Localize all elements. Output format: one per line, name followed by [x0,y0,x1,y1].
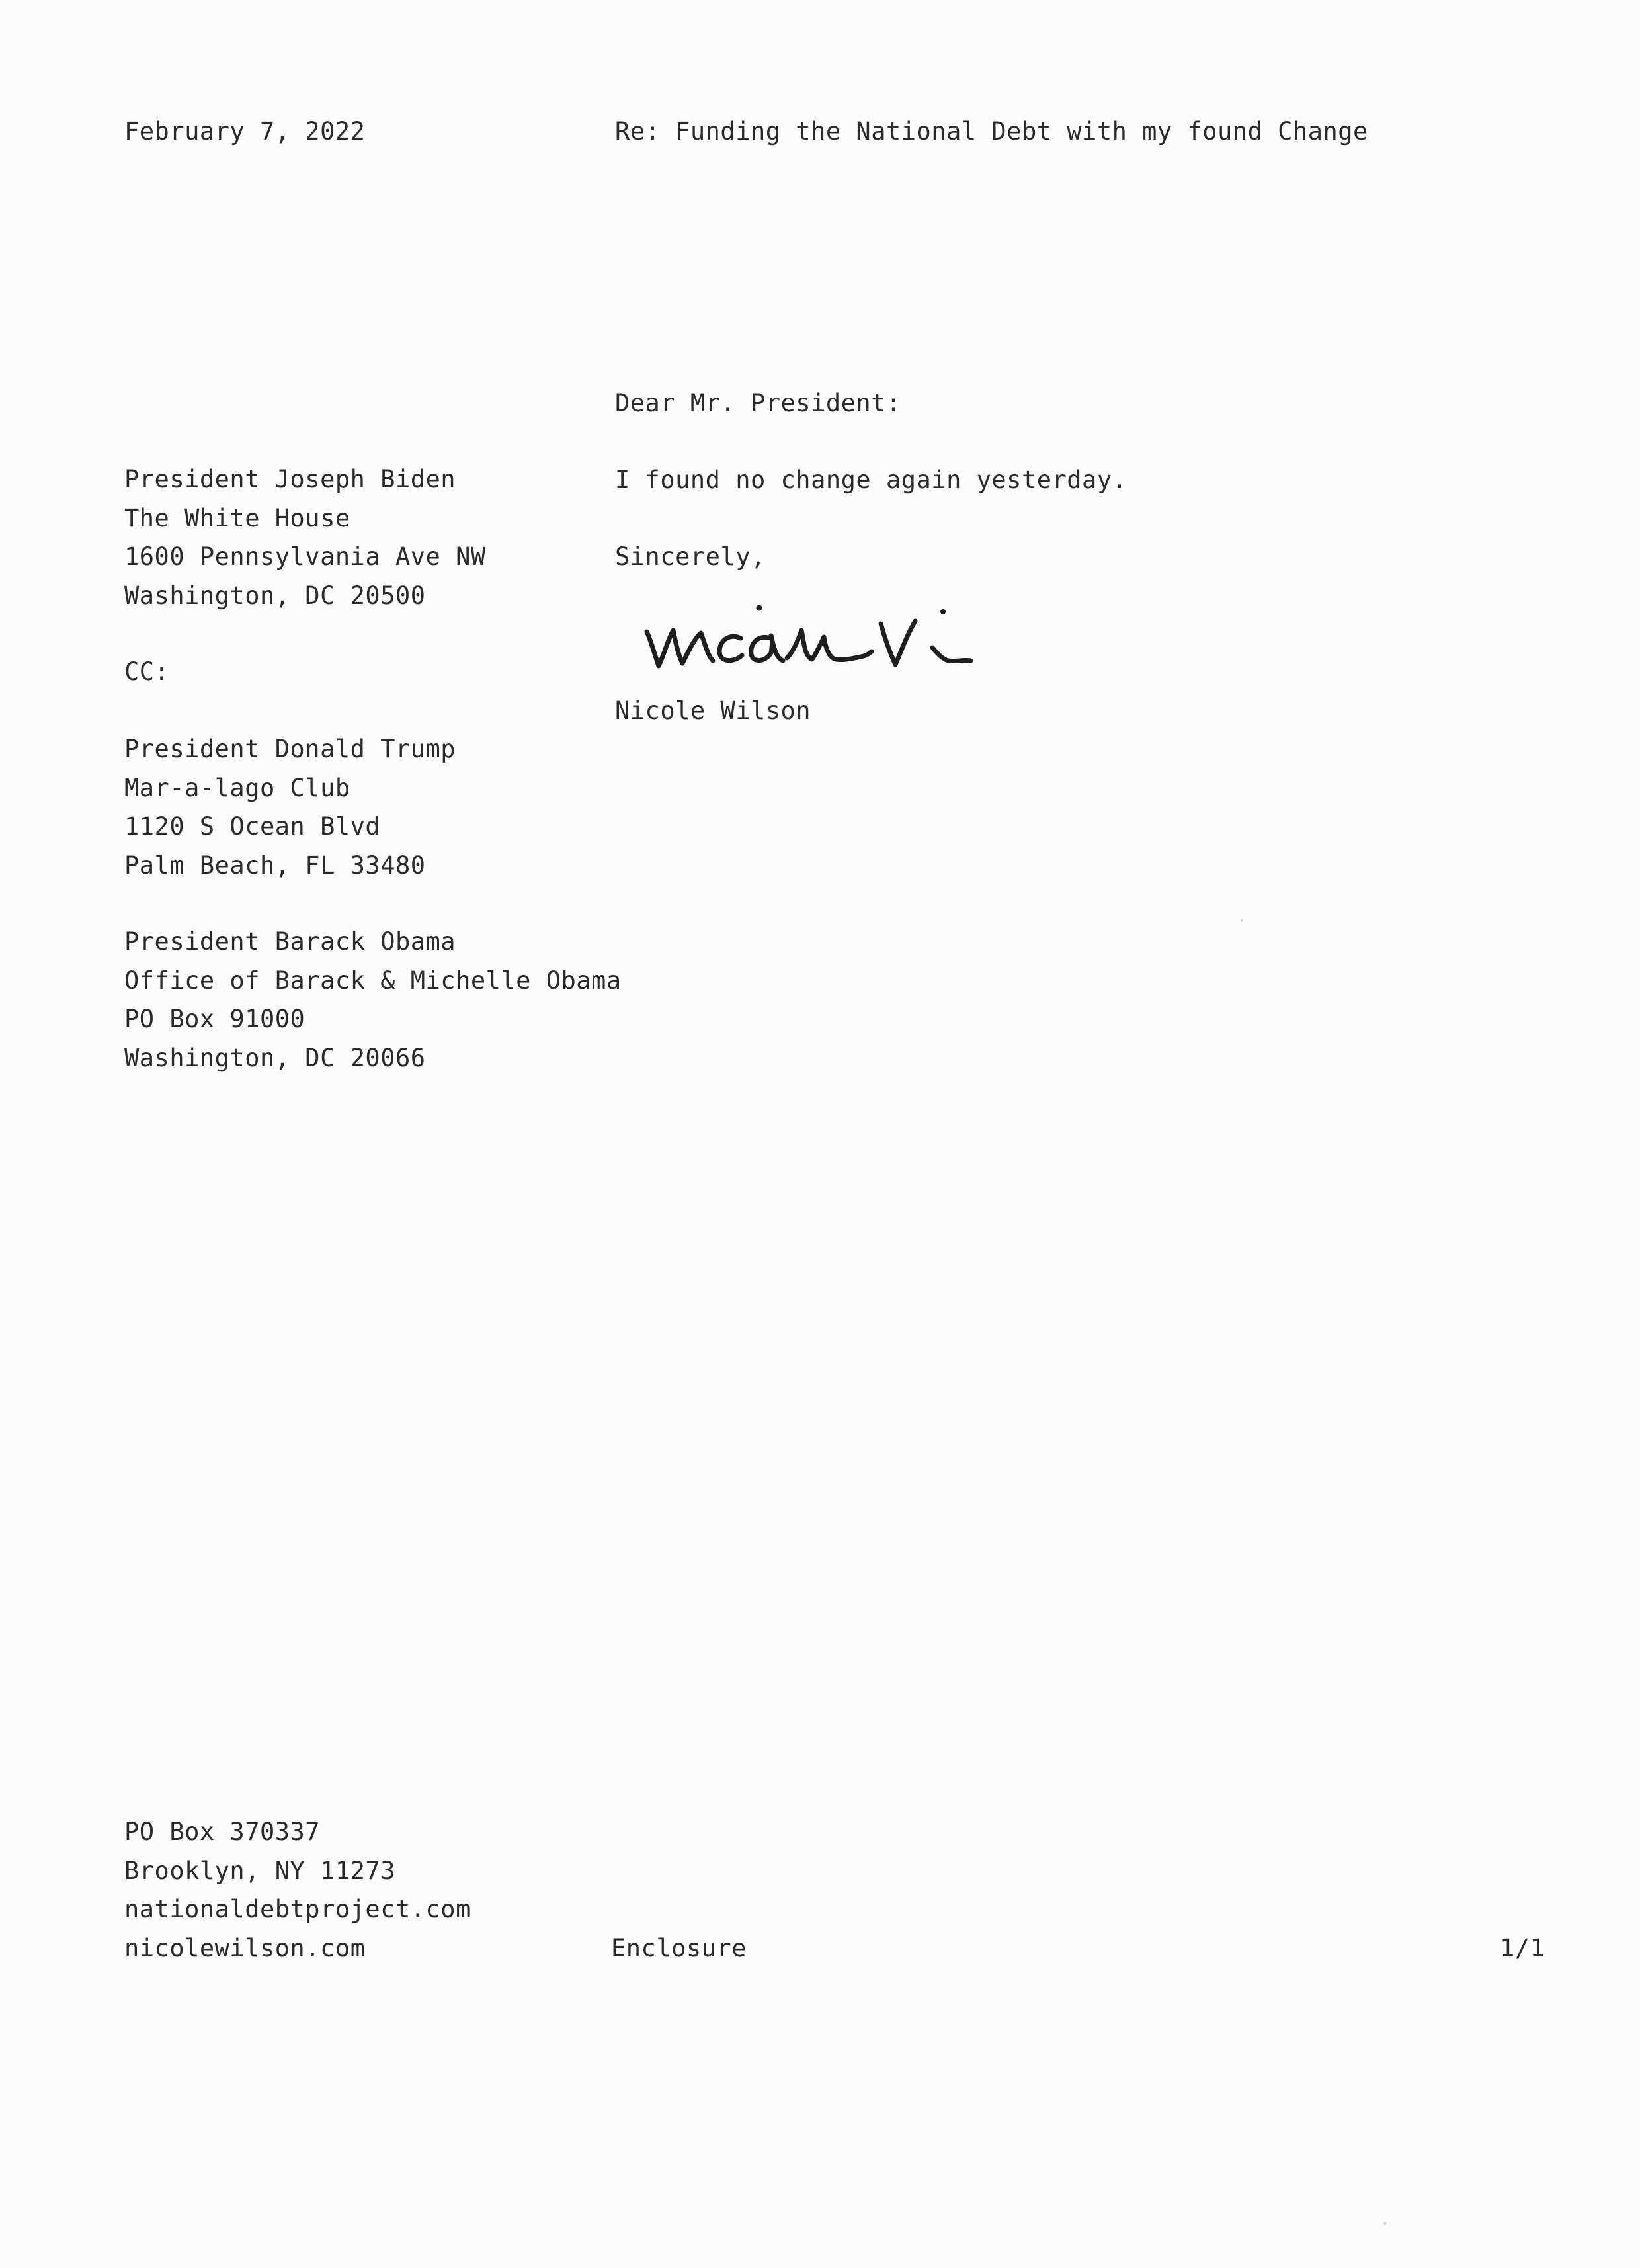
cc-address-line: President Barack Obama [124,927,456,956]
cc-label: CC: [124,657,170,686]
recipient-line: The White House [124,503,350,532]
sender-website-link[interactable]: nicolewilson.com [124,1933,366,1962]
salutation: Dear Mr. President: [615,389,901,417]
cc-recipient-address [124,923,622,1077]
closing: Sincerely, [615,542,766,571]
cc-address-line: 1120 S Ocean Blvd [124,812,381,841]
letter-subject: Re: Funding the National Debt with my found Change [615,117,1368,146]
cc-address-line: Office of Barack & Michelle Obama [124,966,622,995]
recipient-line: 1600 Pennsylvania Ave NW [124,542,486,571]
sender-footer [124,1813,471,1968]
page-number: 1/1 [1500,1934,1545,1962]
cc-address-line: Palm Beach, FL 33480 [124,851,426,880]
sender-line: Brooklyn, NY 11273 [124,1856,395,1885]
sender-website-link[interactable]: nationaldebtproject.com [124,1895,471,1923]
scan-speck [1383,2222,1387,2225]
cc-recipient-address [124,730,456,885]
handwritten-signature [635,592,1005,691]
scan-speck [1241,919,1243,921]
recipient-line: President Joseph Biden [124,465,456,493]
cc-address-line: PO Box 91000 [124,1005,306,1033]
recipient-address [124,460,486,615]
enclosure-note: Enclosure [611,1934,747,1962]
sender-line: PO Box 370337 [124,1818,321,1846]
cc-address-line: President Donald Trump [124,735,456,763]
recipient-line: Washington, DC 20500 [124,581,426,610]
letter-date: February 7, 2022 [124,117,366,146]
letter-body: I found no change again yesterday. [615,466,1128,494]
cc-address-line: Washington, DC 20066 [124,1043,426,1072]
signature-name: Nicole Wilson [615,696,811,725]
cc-address-line: Mar-a-lago Club [124,773,350,802]
